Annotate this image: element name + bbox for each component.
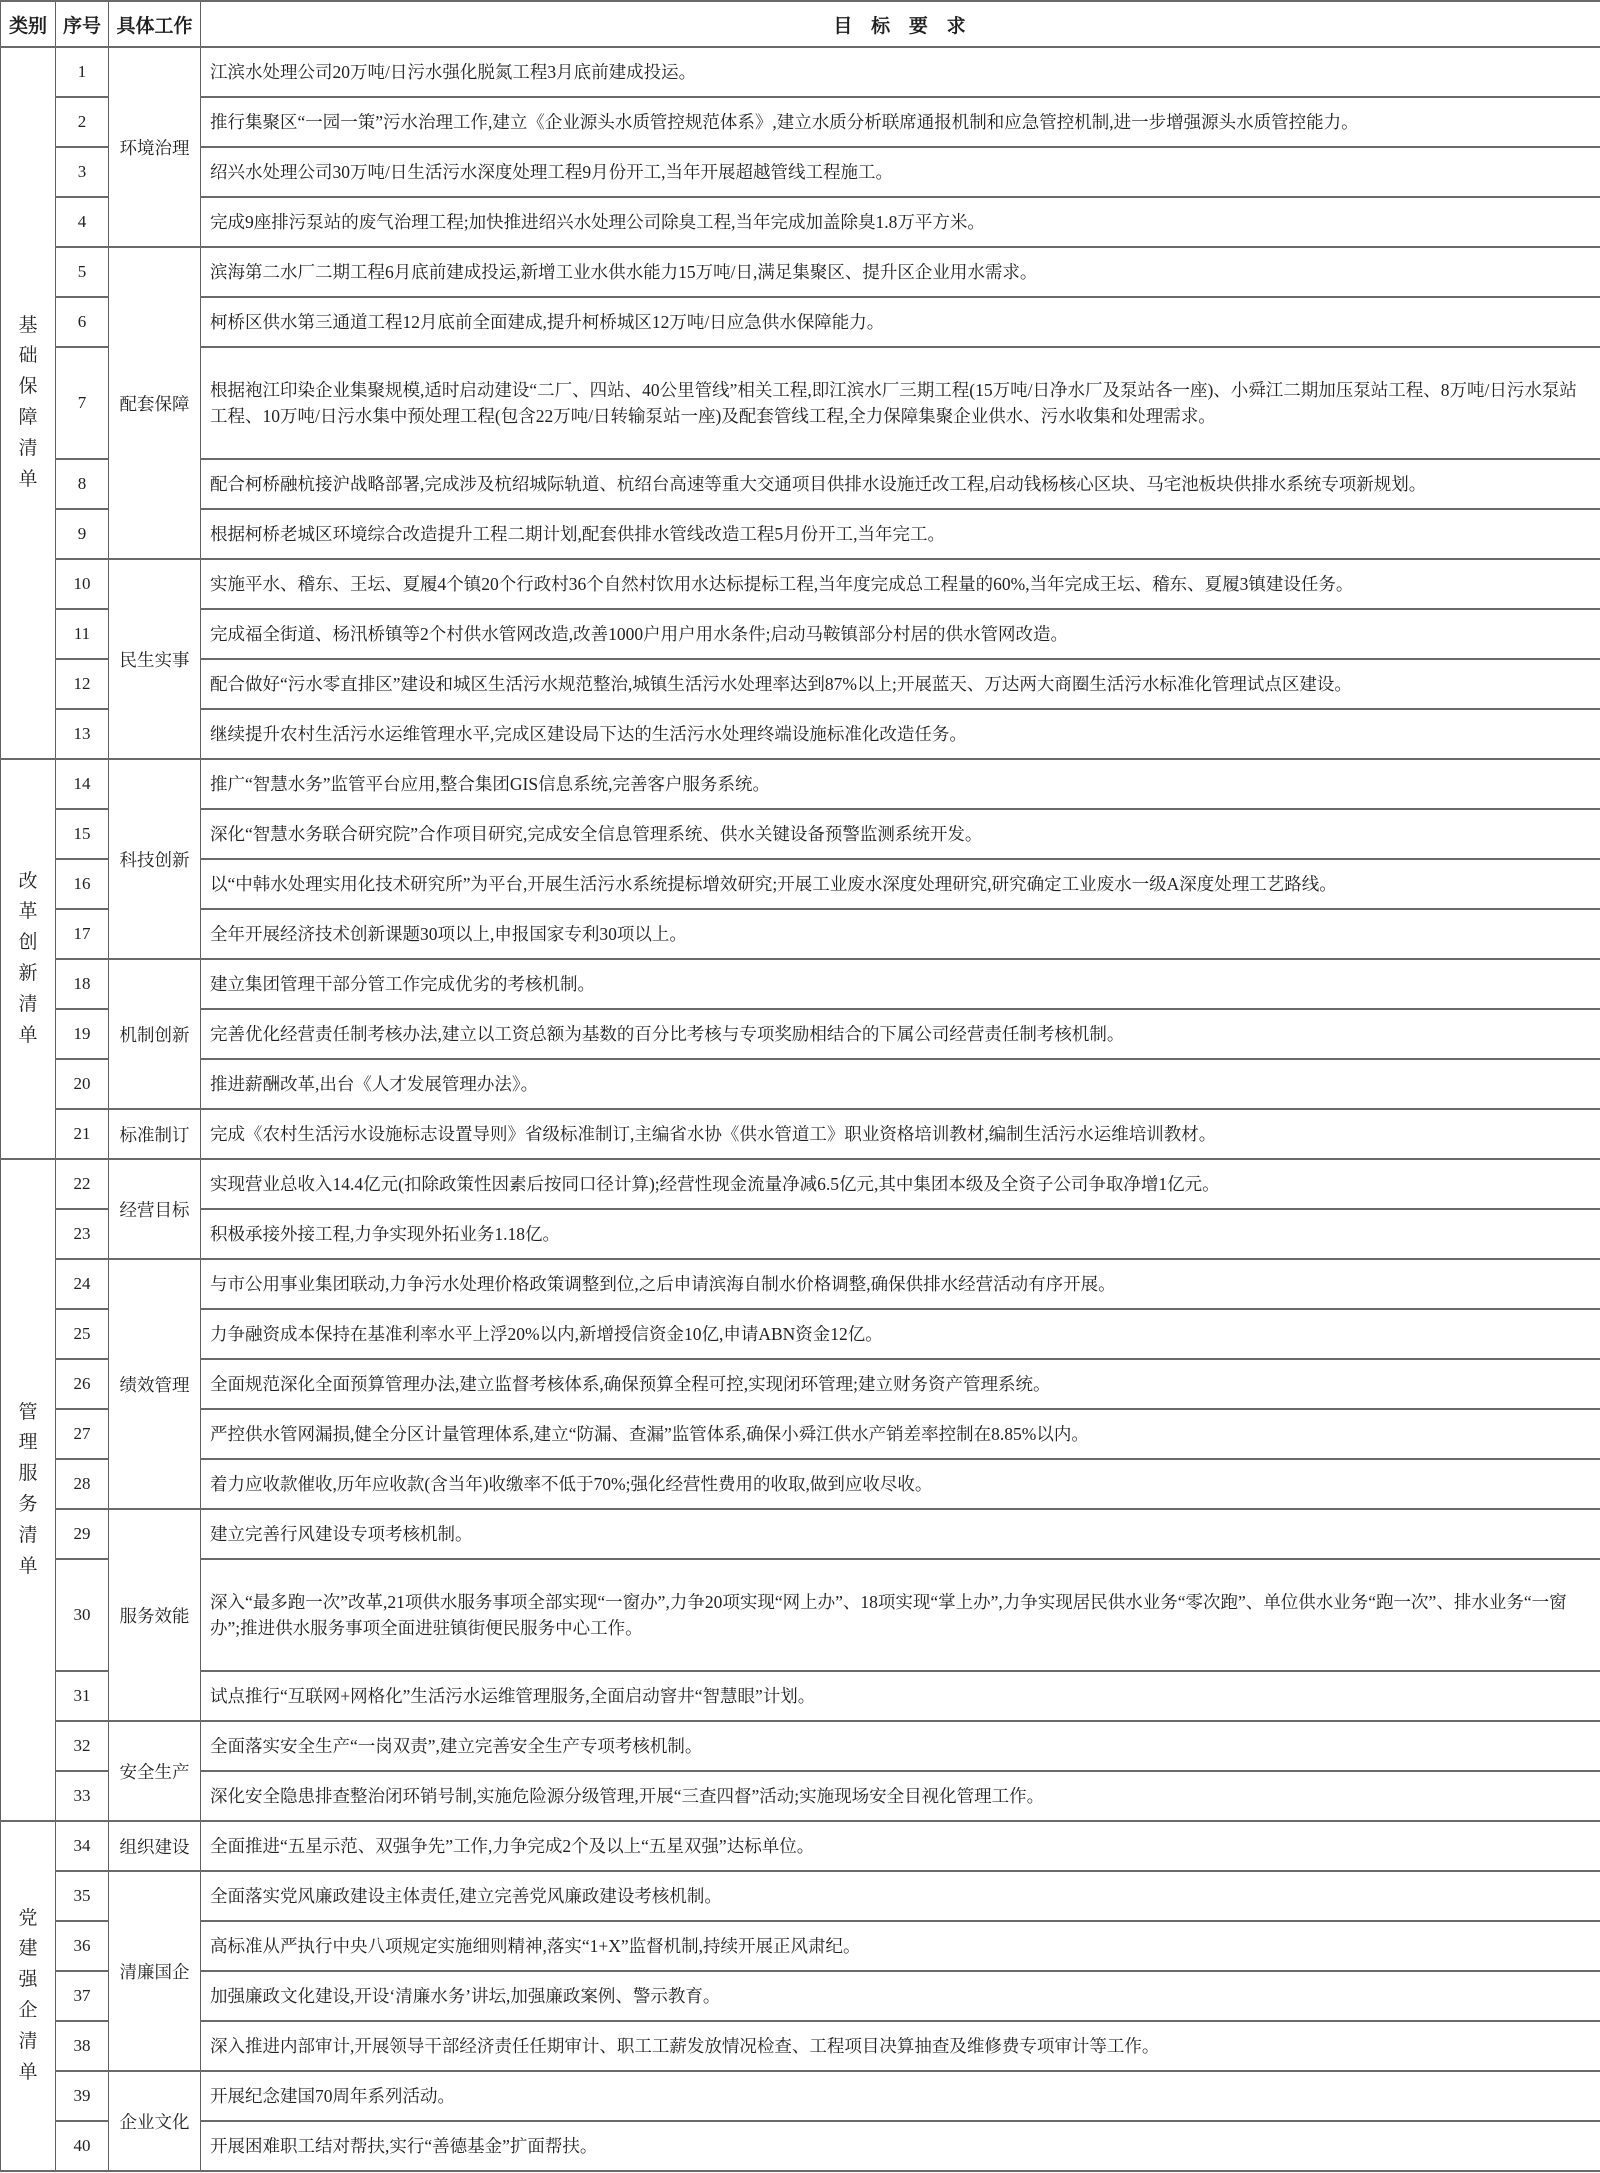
category-char: 础 — [18, 345, 38, 367]
target-cell: 根据袍江印染企业集聚规模,适时启动建设“二厂、四站、40公里管线”相关工程,即江滨水厂三期工程(15万吨/日净水厂及泵站各一座)、小舜江二期加压泵站工程、8万吨/日污水泵站工程、10万吨/日污水集中预处理工程(包含22万吨/日转输泵站一座)及配套管线工程,全力保障集聚企业供水、污水收集和处理需求。 — [201, 347, 1600, 459]
work-type-cell: 安全生产 — [109, 1721, 201, 1821]
category-char: 保 — [18, 376, 38, 398]
target-cell: 建立集团管理干部分管工作完成优劣的考核机制。 — [201, 959, 1600, 1009]
row-number-cell: 4 — [56, 197, 109, 247]
category-char: 单 — [18, 2061, 38, 2083]
work-type-cell: 清廉国企 — [109, 1871, 201, 2071]
table-row — [1, 1971, 1600, 2021]
category-char: 清 — [18, 993, 38, 1015]
row-number-cell: 15 — [56, 809, 109, 859]
row-number-cell: 29 — [56, 1509, 109, 1559]
work-type-cell: 组织建设 — [109, 1821, 201, 1871]
category-char: 基 — [18, 314, 38, 336]
work-type-cell: 企业文化 — [109, 2071, 201, 2171]
row-number-cell: 24 — [56, 1259, 109, 1309]
target-cell: 深化安全隐患排查整治闭环销号制,实施危险源分级管理,开展“三查四督”活动;实施现场安全目视化管理工作。 — [201, 1771, 1600, 1821]
row-number-cell: 40 — [56, 2121, 109, 2171]
row-number-cell: 39 — [56, 2071, 109, 2121]
row-number-cell: 23 — [56, 1209, 109, 1259]
target-cell: 完成《农村生活污水设施标志设置导则》省级标准制订,主编省水协《供水管道工》职业资格培训教材,编制生活污水运维培训教材。 — [201, 1109, 1600, 1159]
target-cell: 配合柯桥融杭接沪战略部署,完成涉及杭绍城际轨道、杭绍台高速等重大交通项目供排水设施迁改工程,启动钱杨核心区块、马宅池板块供排水系统专项新规划。 — [201, 459, 1600, 509]
table-row — [1, 1159, 1600, 1209]
category-char: 管 — [18, 1401, 38, 1423]
table-row — [1, 909, 1600, 959]
table-row — [1, 1359, 1600, 1409]
work-type-cell: 服务效能 — [109, 1509, 201, 1721]
category-char: 企 — [18, 2000, 38, 2021]
row-number-cell: 8 — [56, 459, 109, 509]
target-cell: 实施平水、稽东、王坛、夏履4个镇20个行政村36个自然村饮用水达标提标工程,当年度完成总工程量的60%,当年完成王坛、稽东、夏履3镇建设任务。 — [201, 559, 1600, 609]
category-char: 建 — [18, 1938, 38, 1960]
row-number-cell: 21 — [56, 1109, 109, 1159]
row-number-cell: 25 — [56, 1309, 109, 1359]
target-cell: 完成9座排污泵站的废气治理工程;加快推进绍兴水处理公司除臭工程,当年完成加盖除臭1.8万平方米。 — [201, 197, 1600, 247]
table-body — [1, 47, 1600, 2171]
category-char: 党 — [18, 1907, 38, 1929]
table-row — [1, 2071, 1600, 2121]
target-cell: 着力应收款催收,历年应收款(含当年)收缴率不低于70%;强化经营性费用的收取,做到应收尽收。 — [201, 1459, 1600, 1509]
category-char: 障 — [18, 407, 38, 428]
row-number-cell: 1 — [56, 47, 109, 97]
work-type-cell: 绩效管理 — [109, 1259, 201, 1509]
category-cell — [1, 47, 56, 759]
table-row — [1, 1509, 1600, 1559]
row-number-cell: 14 — [56, 759, 109, 809]
category-char: 清 — [18, 1524, 38, 1546]
table-row — [1, 1209, 1600, 1259]
target-cell: 开展困难职工结对帮扶,实行“善德基金”扩面帮扶。 — [201, 2121, 1600, 2171]
table-row — [1, 959, 1600, 1009]
table-row — [1, 247, 1600, 297]
work-type-cell: 配套保障 — [109, 247, 201, 559]
row-number-cell: 38 — [56, 2021, 109, 2071]
target-cell: 全年开展经济技术创新课题30项以上,申报国家专利30项以上。 — [201, 909, 1600, 959]
table-row — [1, 47, 1600, 97]
category-char: 清 — [18, 2030, 38, 2052]
row-number-cell: 35 — [56, 1871, 109, 1921]
target-cell: 配合做好“污水零直排区”建设和城区生活污水规范整治,城镇生活污水处理率达到87%以上;开展蓝天、万达两大商圈生活污水标准化管理试点区建设。 — [201, 659, 1600, 709]
table-row — [1, 1559, 1600, 1671]
target-cell: 推广“智慧水务”监管平台应用,整合集团GIS信息系统,完善客户服务系统。 — [201, 759, 1600, 809]
target-cell: 滨海第二水厂二期工程6月底前建成投运,新增工业水供水能力15万吨/日,满足集聚区、提升区企业用水需求。 — [201, 247, 1600, 297]
target-cell: 开展纪念建国70周年系列活动。 — [201, 2071, 1600, 2121]
target-cell: 全面推进“五星示范、双强争先”工作,力争完成2个及以上“五星双强”达标单位。 — [201, 1821, 1600, 1871]
target-cell: 完成福全街道、杨汛桥镇等2个村供水管网改造,改善1000户用户用水条件;启动马鞍镇部分村居的供水管网改造。 — [201, 609, 1600, 659]
target-cell: 完善优化经营责任制考核办法,建立以工资总额为基数的百分比考核与专项奖励相结合的下属公司经营责任制考核机制。 — [201, 1009, 1600, 1059]
row-number-cell: 37 — [56, 1971, 109, 2021]
table-row — [1, 1009, 1600, 1059]
category-char: 强 — [18, 1969, 38, 1991]
target-cell: 积极承接外接工程,力争实现外拓业务1.18亿。 — [201, 1209, 1600, 1259]
row-number-cell: 13 — [56, 709, 109, 759]
row-number-cell: 10 — [56, 559, 109, 609]
table-row — [1, 2021, 1600, 2071]
target-cell: 继续提升农村生活污水运维管理水平,完成区建设局下达的生活污水处理终端设施标准化改造任务。 — [201, 709, 1600, 759]
row-number-cell: 19 — [56, 1009, 109, 1059]
work-type-cell: 标准制订 — [109, 1109, 201, 1159]
target-cell: 高标准从严执行中央八项规定实施细则精神,落实“1+X”监督机制,持续开展正风肃纪。 — [201, 1921, 1600, 1971]
table-row — [1, 509, 1600, 559]
table-row — [1, 709, 1600, 759]
category-char: 新 — [18, 963, 38, 984]
target-cell: 加强廉政文化建设,开设‘清廉水务’讲坛,加强廉政案例、警示教育。 — [201, 1971, 1600, 2021]
table-row — [1, 197, 1600, 247]
row-number-cell: 28 — [56, 1459, 109, 1509]
target-cell: 与市公用事业集团联动,力争污水处理价格政策调整到位,之后申请滨海自制水价格调整,确保供排水经营活动有序开展。 — [201, 1259, 1600, 1309]
row-number-cell: 2 — [56, 97, 109, 147]
category-cell — [1, 1821, 56, 2171]
header-no: 序号 — [56, 1, 109, 47]
target-cell: 柯桥区供水第三通道工程12月底前全面建成,提升柯桥城区12万吨/日应急供水保障能力。 — [201, 297, 1600, 347]
row-number-cell: 11 — [56, 609, 109, 659]
target-cell: 绍兴水处理公司30万吨/日生活污水深度处理工程9月份开工,当年开展超越管线工程施工。 — [201, 147, 1600, 197]
table-row — [1, 1771, 1600, 1821]
table-row — [1, 2121, 1600, 2171]
row-number-cell: 22 — [56, 1159, 109, 1209]
row-number-cell: 36 — [56, 1921, 109, 1971]
category-char: 理 — [18, 1432, 38, 1454]
category-char: 单 — [18, 468, 38, 490]
table-row — [1, 1721, 1600, 1771]
table-header — [1, 1, 1600, 47]
header-row — [1, 1, 1600, 47]
header-target: 目 标 要 求 — [201, 1, 1600, 47]
table-row — [1, 297, 1600, 347]
target-cell: 深化“智慧水务联合研究院”合作项目研究,完成安全信息管理系统、供水关键设备预警监测系统开发。 — [201, 809, 1600, 859]
category-cell — [1, 759, 56, 1159]
row-number-cell: 34 — [56, 1821, 109, 1871]
table-row — [1, 1459, 1600, 1509]
table-row — [1, 97, 1600, 147]
table-row — [1, 1059, 1600, 1109]
category-cell — [1, 1159, 56, 1821]
target-cell: 深入推进内部审计,开展领导干部经济责任任期审计、职工工薪发放情况检查、工程项目决算抽查及维修费专项审计等工作。 — [201, 2021, 1600, 2071]
target-cell: 江滨水处理公司20万吨/日污水强化脱氮工程3月底前建成投运。 — [201, 47, 1600, 97]
table-row — [1, 1309, 1600, 1359]
row-number-cell: 6 — [56, 297, 109, 347]
header-work: 具体工作 — [109, 1, 201, 47]
row-number-cell: 30 — [56, 1559, 109, 1671]
table-row — [1, 809, 1600, 859]
target-cell: 试点推行“互联网+网格化”生活污水运维管理服务,全面启动窨井“智慧眼”计划。 — [201, 1671, 1600, 1721]
row-number-cell: 27 — [56, 1409, 109, 1459]
target-cell: 以“中韩水处理实用化技术研究所”为平台,开展生活污水系统提标增效研究;开展工业废水深度处理研究,研究确定工业废水一级A深度处理工艺路线。 — [201, 859, 1600, 909]
target-cell: 全面规范深化全面预算管理办法,建立监督考核体系,确保预算全程可控,实现闭环管理;建立财务资产管理系统。 — [201, 1359, 1600, 1409]
work-type-cell: 科技创新 — [109, 759, 201, 959]
target-cell: 根据柯桥老城区环境综合改造提升工程二期计划,配套供排水管线改造工程5月份开工,当年完工。 — [201, 509, 1600, 559]
row-number-cell: 16 — [56, 859, 109, 909]
target-cell: 力争融资成本保持在基准利率水平上浮20%以内,新增授信资金10亿,申请ABN资金12亿。 — [201, 1309, 1600, 1359]
row-number-cell: 31 — [56, 1671, 109, 1721]
table-row — [1, 1821, 1600, 1871]
table-row — [1, 609, 1600, 659]
table-row — [1, 659, 1600, 709]
header-category: 类别 — [1, 1, 56, 47]
table-row — [1, 559, 1600, 609]
category-char: 革 — [18, 901, 38, 923]
target-cell: 实现营业总收入14.4亿元(扣除政策性因素后按同口径计算);经营性现金流量净减6.5亿元,其中集团本级及全资子公司争取净增1亿元。 — [201, 1159, 1600, 1209]
table-row — [1, 1871, 1600, 1921]
table-row — [1, 347, 1600, 459]
row-number-cell: 33 — [56, 1771, 109, 1821]
category-char: 务 — [18, 1494, 38, 1515]
row-number-cell: 9 — [56, 509, 109, 559]
work-type-cell: 民生实事 — [109, 559, 201, 759]
work-type-cell: 环境治理 — [109, 47, 201, 247]
row-number-cell: 12 — [56, 659, 109, 709]
table-row — [1, 1259, 1600, 1309]
category-char: 服 — [18, 1463, 38, 1485]
table-row — [1, 1409, 1600, 1459]
category-char: 单 — [18, 1024, 38, 1046]
table-row — [1, 459, 1600, 509]
category-char: 清 — [18, 437, 38, 459]
table-row — [1, 759, 1600, 809]
target-cell: 推进薪酬改革,出台《人才发展管理办法》。 — [201, 1059, 1600, 1109]
row-number-cell: 7 — [56, 347, 109, 459]
target-cell: 全面落实党风廉政建设主体责任,建立完善党风廉政建设考核机制。 — [201, 1871, 1600, 1921]
target-cell: 深入“最多跑一次”改革,21项供水服务事项全部实现“一窗办”,力争20项实现“网上办”、18项实现“掌上办”,力争实现居民供水业务“零次跑”、单位供水业务“跑一次”、排水业务“一窗办”;推进供水服务事项全面进驻镇街便民服务中心工作。 — [201, 1559, 1600, 1671]
category-char: 创 — [18, 932, 38, 954]
row-number-cell: 17 — [56, 909, 109, 959]
target-cell: 全面落实安全生产“一岗双责”,建立完善安全生产专项考核机制。 — [201, 1721, 1600, 1771]
work-type-cell: 经营目标 — [109, 1159, 201, 1259]
table-row — [1, 1671, 1600, 1721]
work-type-cell: 机制创新 — [109, 959, 201, 1109]
table-row — [1, 859, 1600, 909]
table-row — [1, 147, 1600, 197]
table-row — [1, 1921, 1600, 1971]
row-number-cell: 5 — [56, 247, 109, 297]
target-cell: 严控供水管网漏损,健全分区计量管理体系,建立“防漏、查漏”监管体系,确保小舜江供水产销差率控制在8.85%以内。 — [201, 1409, 1600, 1459]
row-number-cell: 26 — [56, 1359, 109, 1409]
target-cell: 推行集聚区“一园一策”污水治理工作,建立《企业源头水质管控规范体系》,建立水质分析联席通报机制和应急管控机制,进一步增强源头水质管控能力。 — [201, 97, 1600, 147]
target-cell: 建立完善行风建设专项考核机制。 — [201, 1509, 1600, 1559]
row-number-cell: 20 — [56, 1059, 109, 1109]
row-number-cell: 32 — [56, 1721, 109, 1771]
row-number-cell: 18 — [56, 959, 109, 1009]
row-number-cell: 3 — [56, 147, 109, 197]
category-char: 改 — [18, 870, 38, 892]
table-row — [1, 1109, 1600, 1159]
category-char: 单 — [18, 1555, 38, 1577]
